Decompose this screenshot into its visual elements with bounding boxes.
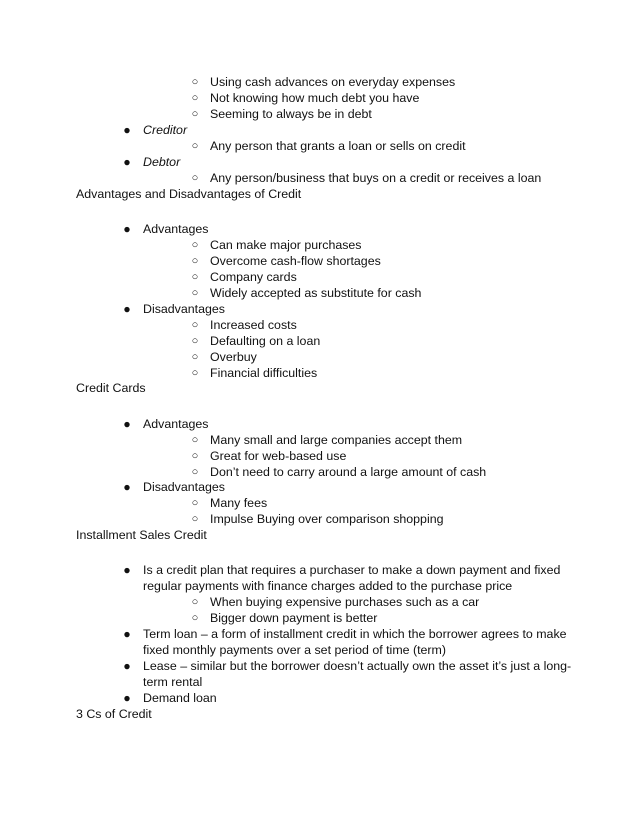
line-text: Using cash advances on everyday expenses xyxy=(210,75,456,89)
line-text: regular payments with finance charges added to the purchase price xyxy=(143,579,513,593)
bullet-circle-icon: ○ xyxy=(191,255,199,267)
line-text: Many fees xyxy=(210,496,268,510)
line-text: Company cards xyxy=(210,270,297,284)
line-text: Financial difficulties xyxy=(210,366,318,380)
line-text: Advantages xyxy=(143,417,209,431)
line-text: Lease – similar but the borrower doesn’t actually own the asset it’s just a long- xyxy=(143,659,572,673)
line-text: Overcome cash-flow shortages xyxy=(210,254,381,268)
bullet-circle-icon: ○ xyxy=(191,172,199,184)
bullet-circle-icon: ○ xyxy=(191,351,199,363)
bullet-dot-icon: ● xyxy=(123,123,131,137)
line-text: Is a credit plan that requires a purchaser to make a down payment and fixed xyxy=(143,563,561,577)
line-text: Can make major purchases xyxy=(210,238,362,252)
bullet-circle-icon: ○ xyxy=(191,596,199,608)
line-text: Advantages and Disadvantages of Credit xyxy=(76,187,302,201)
bullet-dot-icon: ● xyxy=(123,417,131,431)
line-text: Debtor xyxy=(143,155,181,169)
bullet-circle-icon: ○ xyxy=(191,239,199,251)
line-text: 3 Cs of Credit xyxy=(76,707,152,721)
bullet-circle-icon: ○ xyxy=(191,76,199,88)
line-text: Bigger down payment is better xyxy=(210,611,378,625)
bullet-circle-icon: ○ xyxy=(191,434,199,446)
bullet-circle-icon: ○ xyxy=(191,287,199,299)
line-text: Seeming to always be in debt xyxy=(210,107,372,121)
line-text: Impulse Buying over comparison shopping xyxy=(210,512,444,526)
line-text: fixed monthly payments over a set period of time (term) xyxy=(143,643,447,657)
line-text: Any person/business that buys on a credit or receives a loan xyxy=(210,171,542,185)
line-text: Widely accepted as substitute for cash xyxy=(210,286,422,300)
bullet-dot-icon: ● xyxy=(123,563,131,577)
line-text: When buying expensive purchases such as a car xyxy=(210,595,480,609)
line-text: Installment Sales Credit xyxy=(76,528,207,542)
bullet-circle-icon: ○ xyxy=(191,140,199,152)
line-text: term rental xyxy=(143,675,203,689)
line-text: Disadvantages xyxy=(143,480,225,494)
line-text: Term loan – a form of installment credit in which the borrower agrees to make xyxy=(143,627,567,641)
bullet-dot-icon: ● xyxy=(123,222,131,236)
bullet-circle-icon: ○ xyxy=(191,466,199,478)
bullet-circle-icon: ○ xyxy=(191,513,199,525)
bullet-circle-icon: ○ xyxy=(191,335,199,347)
bullet-circle-icon: ○ xyxy=(191,497,199,509)
bullet-dot-icon: ● xyxy=(123,691,131,705)
line-text: Great for web-based use xyxy=(210,449,347,463)
line-text: Credit Cards xyxy=(76,381,146,395)
line-text: Defaulting on a loan xyxy=(210,334,321,348)
bullet-dot-icon: ● xyxy=(123,155,131,169)
bullet-circle-icon: ○ xyxy=(191,367,199,379)
bullet-circle-icon: ○ xyxy=(191,319,199,331)
bullet-dot-icon: ● xyxy=(123,627,131,641)
bullet-circle-icon: ○ xyxy=(191,108,199,120)
line-text: Many small and large companies accept them xyxy=(210,433,463,447)
bullet-circle-icon: ○ xyxy=(191,612,199,624)
line-text: Overbuy xyxy=(210,350,257,364)
bullet-dot-icon: ● xyxy=(123,480,131,494)
bullet-circle-icon: ○ xyxy=(191,92,199,104)
bullet-circle-icon: ○ xyxy=(191,271,199,283)
bullet-circle-icon: ○ xyxy=(191,450,199,462)
line-text: Advantages xyxy=(143,222,209,236)
line-text: Disadvantages xyxy=(143,302,225,316)
line-text: Creditor xyxy=(143,123,188,137)
line-text: Don’t need to carry around a large amount of cash xyxy=(210,465,487,479)
bullet-dot-icon: ● xyxy=(123,302,131,316)
line-text: Any person that grants a loan or sells on credit xyxy=(210,139,466,153)
line-text: Demand loan xyxy=(143,691,217,705)
line-text: Not knowing how much debt you have xyxy=(210,91,420,105)
line-text: Increased costs xyxy=(210,318,297,332)
bullet-dot-icon: ● xyxy=(123,659,131,673)
